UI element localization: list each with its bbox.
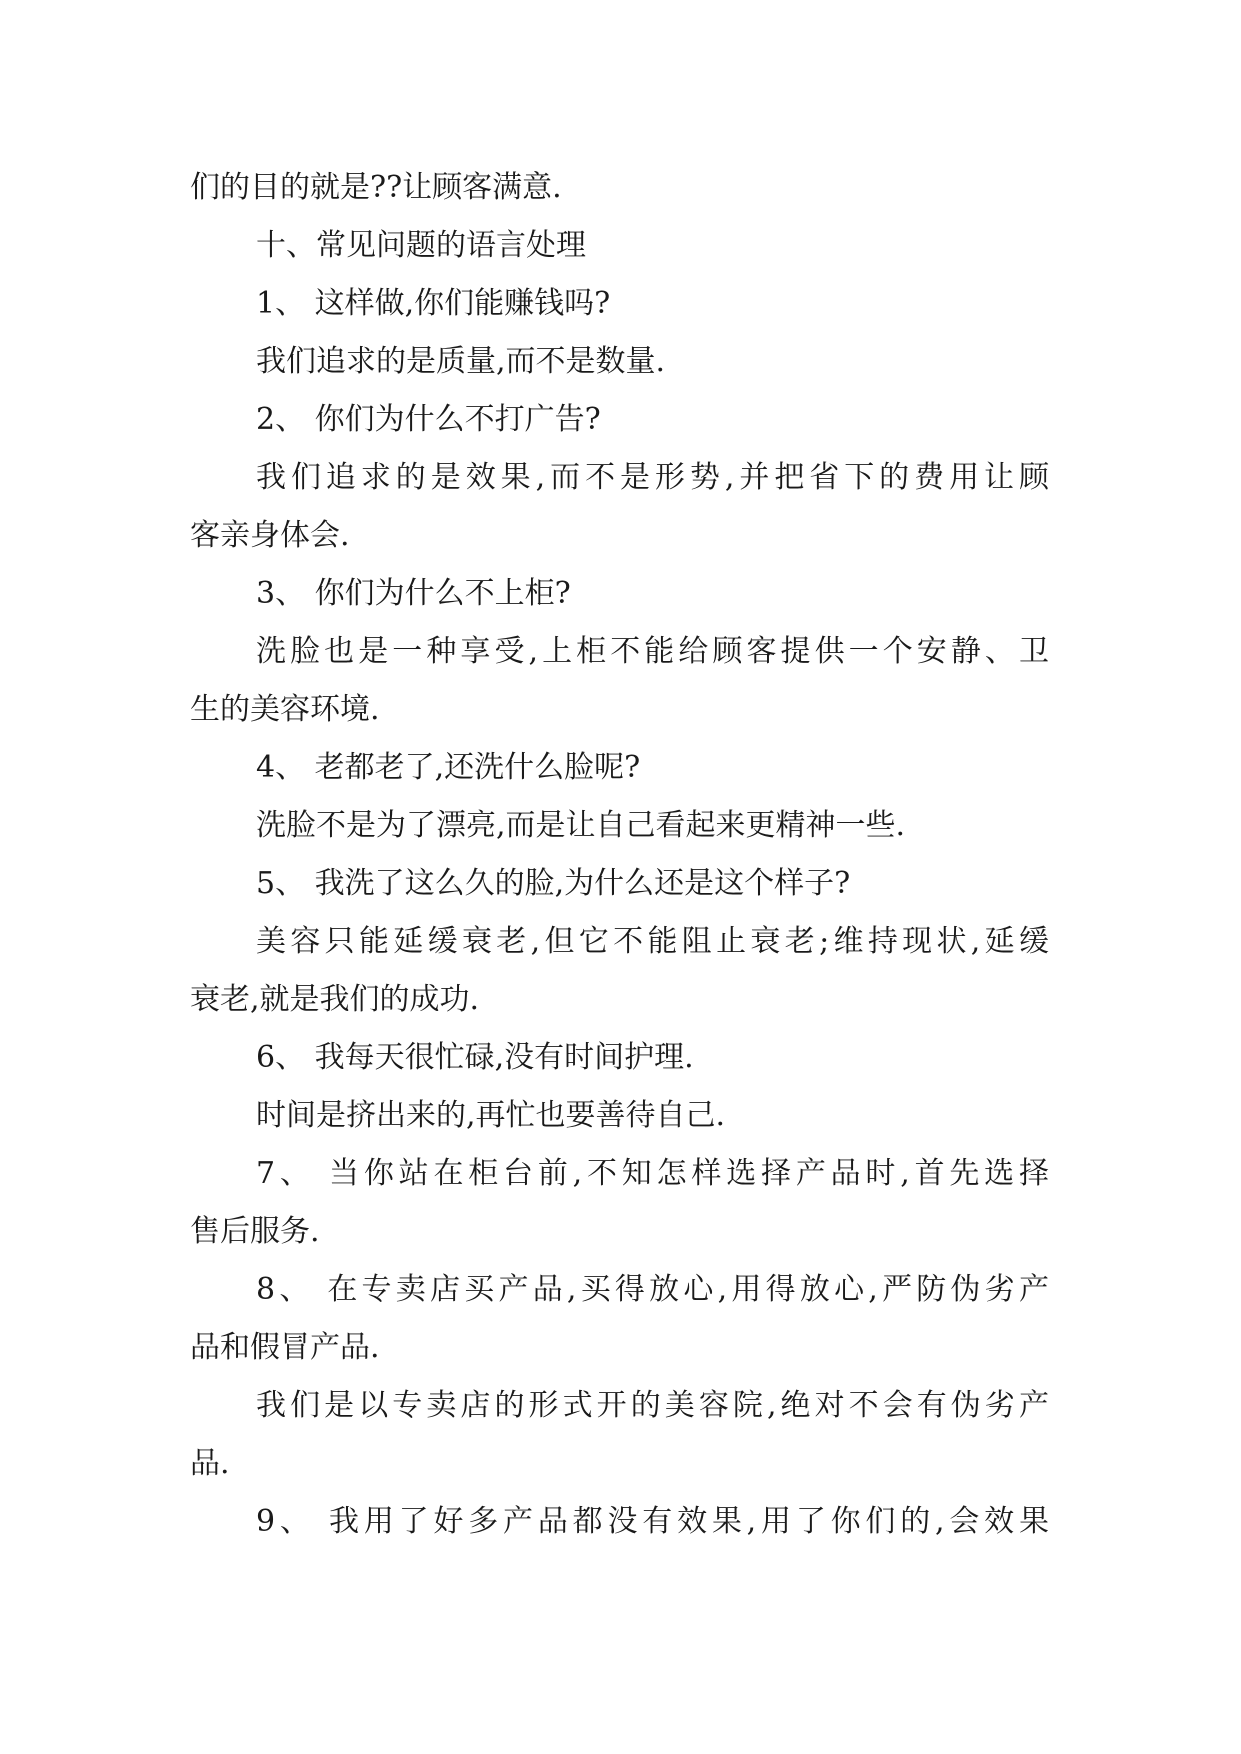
answer-line-continued: 生的美容环境. (190, 692, 380, 727)
answer-line: 洗脸也是一种享受,上柜不能给顾客提供一个安静、卫 (256, 634, 1050, 669)
section-heading: 十、常见问题的语言处理 (256, 228, 586, 263)
answer-line: 我们是以专卖店的形式开的美容院,绝对不会有伪劣产 (256, 1388, 1050, 1423)
answer-line-continued: 品. (190, 1446, 230, 1481)
answer-line-continued: 客亲身体会. (190, 518, 350, 553)
question-line: 2、 你们为什么不打广告? (256, 402, 601, 437)
question-line: 5、 我洗了这么久的脸,为什么还是这个样子? (256, 866, 851, 901)
answer-line: 我们追求的是效果,而不是形势,并把省下的费用让顾 (256, 460, 1050, 495)
answer-line-continued: 衰老,就是我们的成功. (190, 982, 480, 1017)
question-line-continued: 售后服务. (190, 1214, 320, 1249)
answer-line: 时间是挤出来的,再忙也要善待自己. (256, 1098, 726, 1133)
text-line: 们的目的就是??让顾客满意. (190, 170, 562, 205)
question-line: 6、 我每天很忙碌,没有时间护理. (256, 1040, 694, 1075)
answer-line: 我们追求的是质量,而不是数量. (256, 344, 666, 379)
answer-line: 洗脸不是为了漂亮,而是让自己看起来更精神一些. (256, 808, 906, 843)
question-line: 4、 老都老了,还洗什么脸呢? (256, 750, 641, 785)
question-line: 8、 在专卖店买产品,买得放心,用得放心,严防伪劣产 (256, 1272, 1050, 1307)
question-line: 1、 这样做,你们能赚钱吗? (256, 286, 611, 321)
question-line: 9、 我用了好多产品都没有效果,用了你们的,会效果 (256, 1504, 1050, 1539)
question-line: 3、 你们为什么不上柜? (256, 576, 571, 611)
question-line: 7、 当你站在柜台前,不知怎样选择产品时,首先选择 (256, 1156, 1050, 1191)
answer-line: 美容只能延缓衰老,但它不能阻止衰老;维持现状,延缓 (256, 924, 1050, 959)
question-line-continued: 品和假冒产品. (190, 1330, 380, 1365)
